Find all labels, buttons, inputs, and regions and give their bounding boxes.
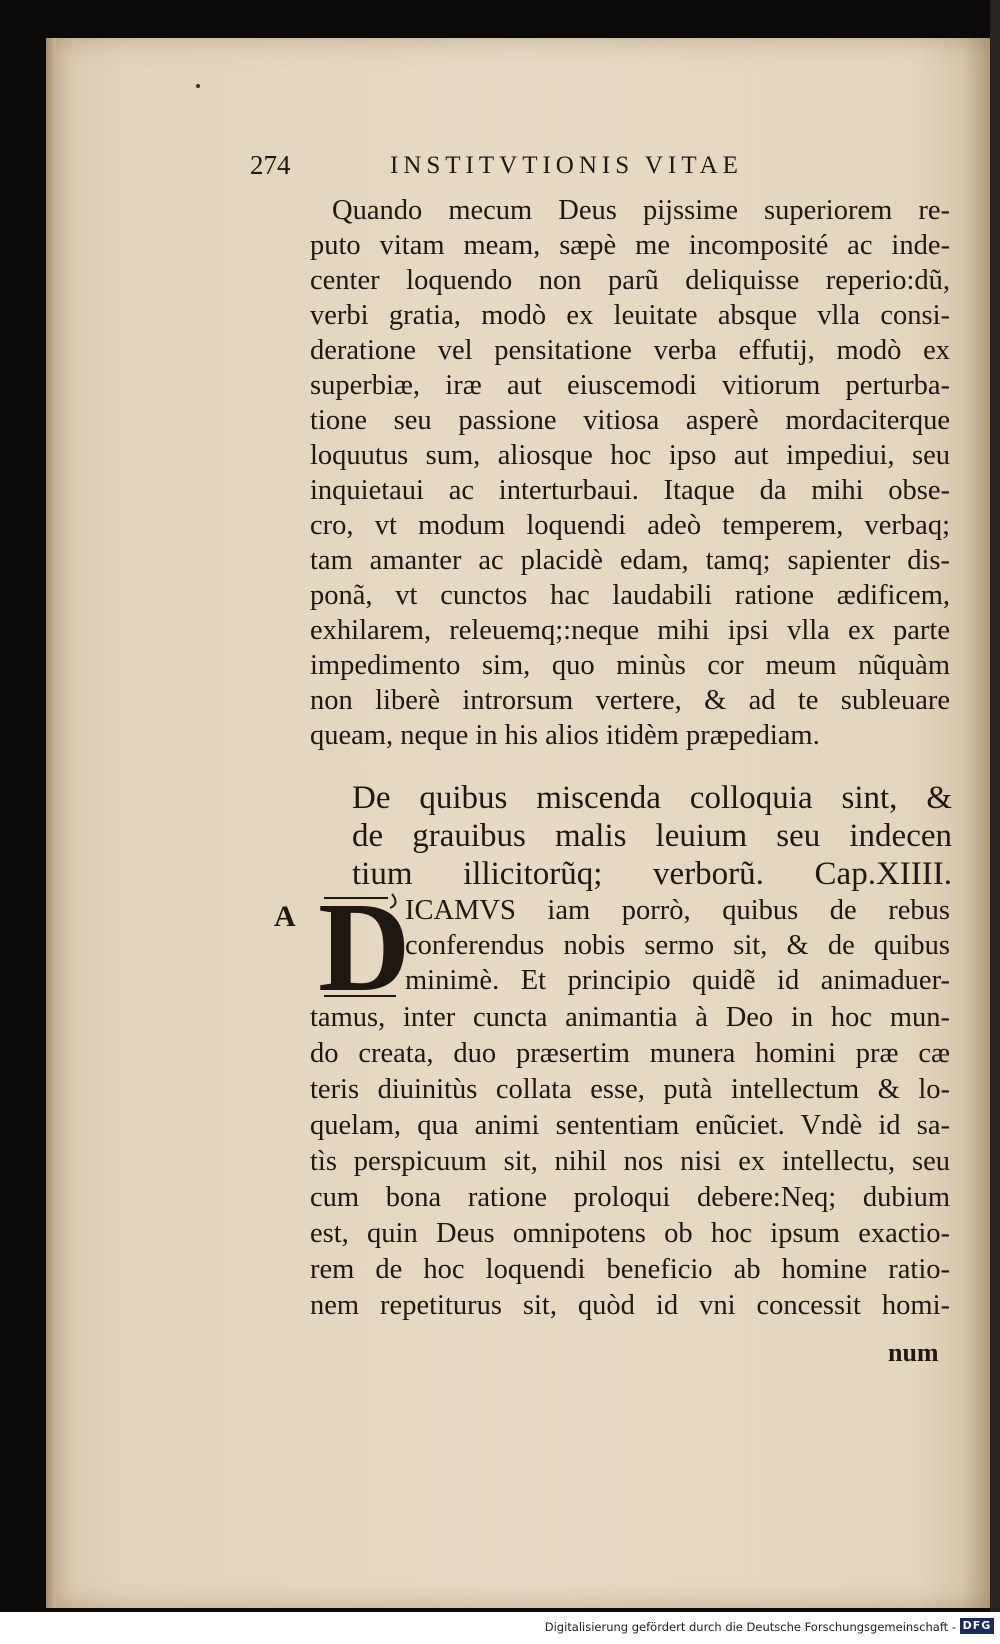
text-line: cro, vt modum loquendi adeò temperem, verbaq; xyxy=(310,510,950,541)
text-line: teris diuinitùs collata esse, putà intellectum & lo- xyxy=(310,1074,950,1105)
text-line: cum bona ratione proloqui debere:Neq; dubium xyxy=(310,1182,950,1213)
text-line: ponã, vt cunctos hac laudabili ratione ædificem, xyxy=(310,580,950,611)
text-line: ICAMVS iam porrò, quibus de rebus xyxy=(405,895,950,926)
running-title: INSTITVTIONIS VITAE xyxy=(390,152,743,179)
text-line: impedimento sim, quo minùs cor meum nũquàm xyxy=(310,650,950,681)
ink-speck xyxy=(196,84,200,88)
text-line: minimè. Et principio quidẽ id animaduer- xyxy=(405,965,950,996)
text-line: quelam, qua animi sententiam enũciet. Vndè id sa- xyxy=(310,1110,950,1141)
text-line: deratione vel pensitatione verba effutij, modò ex xyxy=(310,335,950,366)
catchword: num xyxy=(888,1338,939,1367)
page-number: 274 xyxy=(250,150,291,180)
running-head xyxy=(250,150,870,186)
text-line: superbiæ, iræ aut eiuscemodi vitiorum perturba- xyxy=(310,370,950,401)
text-line: est, quin Deus omnipotens ob hoc ipsum exactio- xyxy=(310,1218,950,1249)
text-line: verbi gratia, modò ex leuitate absque vlla consi- xyxy=(310,300,950,331)
text-line: non liberè introrsum vertere, & ad te subleuare xyxy=(310,685,950,716)
text-line: do creata, duo præsertim munera homini præ cæ xyxy=(310,1038,950,1069)
text-line: queam, neque in his alios itidèm præpediam. xyxy=(310,720,820,751)
drop-cap-flourish-icon xyxy=(318,892,404,1002)
text-line: exhilarem, releuemq;:neque mihi ipsi vlla ex parte xyxy=(310,615,950,646)
text-line: nem repetiturus sit, quòd id vni concessit homi- xyxy=(310,1290,950,1321)
text-line: tìs perspicuum sit, nihil nos nisi ex intellectu, seu xyxy=(310,1146,950,1177)
dfg-logo: DFG xyxy=(960,1618,994,1634)
book-edge xyxy=(990,0,1000,1644)
text-line: Quando mecum Deus pijssime superiorem re- xyxy=(332,195,950,226)
text-line: inquietaui ac interturbaui. Itaque da mihi obse- xyxy=(310,475,950,506)
footer-bar xyxy=(0,1612,1000,1644)
drop-cap-letter: D xyxy=(318,876,411,1018)
page-edge xyxy=(46,38,56,1608)
text-line: tione seu passione vitiosa asperè mordaciterque xyxy=(310,405,950,436)
text-line: center loquendo non parũ deliquisse reperio:dũ, xyxy=(310,265,950,296)
heading-line: tium illicitorũq; verborũ. Cap.XIIII. xyxy=(352,856,952,892)
drop-cap-initial xyxy=(318,876,411,1018)
heading-line: de grauibus malis leuium seu indecen xyxy=(352,818,952,854)
text-line: tamus, inter cuncta animantia à Deo in hoc mun- xyxy=(310,1002,950,1033)
funding-credit: Digitalisierung gefördert durch die Deutsche Forschungsgemeinschaft - xyxy=(544,1620,956,1634)
heading-line: De quibus miscenda colloquia sint, & xyxy=(352,780,952,816)
text-line: loquutus sum, aliosque hoc ipso aut impediui, seu xyxy=(310,440,950,471)
text-line: puto vitam meam, sæpè me incomposité ac inde- xyxy=(310,230,950,261)
text-line: tam amanter ac placidè edam, tamq; sapienter dis- xyxy=(310,545,950,576)
text-line: rem de hoc loquendi beneficio ab homine ratio- xyxy=(310,1254,950,1285)
margin-letter: A xyxy=(274,900,296,933)
text-line: conferendus nobis sermo sit, & de quibus xyxy=(405,930,950,961)
